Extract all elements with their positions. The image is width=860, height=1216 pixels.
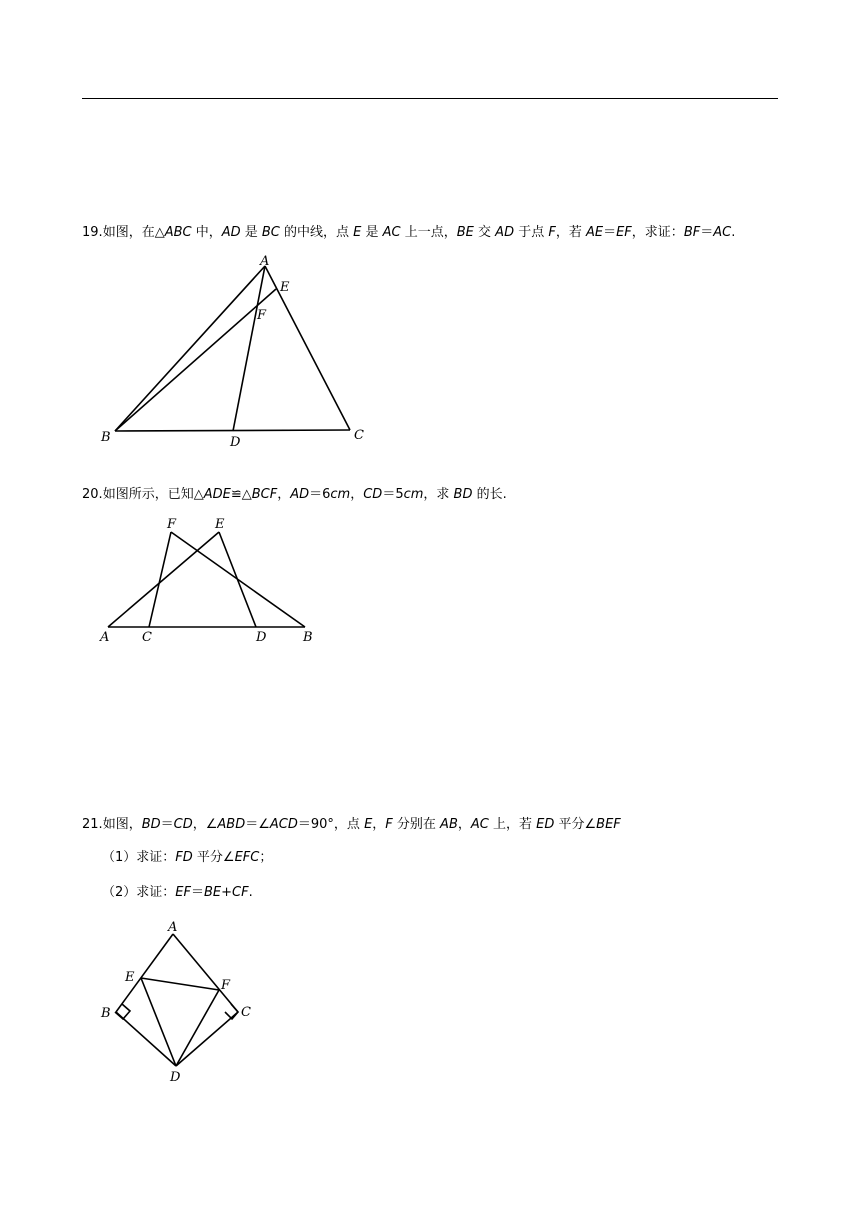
label-A: A [168,920,178,935]
label-E: E [280,280,290,295]
text-run: ＝ [160,817,174,832]
text-run: 如图， [102,817,142,832]
label-E: E [125,970,135,985]
label-C: C [241,1005,251,1020]
math-symbol: BE [456,225,474,240]
text-run: ＝90°，点 [297,817,365,832]
label-B: B [303,630,313,645]
text-run: ，若 [555,225,586,240]
text-run: 分别在 [392,817,441,832]
text-run: ， [457,817,471,832]
text-run: 平分∠ [192,850,235,865]
label-D: D [256,630,267,645]
math-symbol: CD [363,487,383,502]
text-run: ， [372,817,386,832]
math-symbol: CF [232,885,249,900]
segment-FD [176,990,219,1066]
math-symbol: BE [204,885,222,900]
math-symbol: EF [175,885,191,900]
text-run: ，求 [423,487,454,502]
label-F: F [167,517,177,532]
label-E: E [215,517,225,532]
text-run: ＝ [603,225,617,240]
math-symbol: BCF [251,487,278,502]
text-run: 如图所示，已知△ [102,487,204,502]
label-D: D [170,1070,181,1085]
math-symbol: BD [141,817,161,832]
text-run: （1）求证： [102,850,176,865]
label-B: B [101,1006,111,1021]
math-symbol: AC [470,817,489,832]
text-run: ， [350,487,364,502]
segment-ED [141,978,176,1066]
math-symbol: CD [173,817,193,832]
math-symbol: AD [290,487,310,502]
math-symbol: AB [440,817,458,832]
math-symbol: BC [261,225,280,240]
math-symbol: E [353,225,362,240]
text-run: 的长. [472,487,507,502]
text-run: 的中线，点 [279,225,354,240]
text-run: ≌△ [230,487,252,502]
label-D: D [230,435,241,450]
math-symbol: AD [221,225,241,240]
text-run: 于点 [514,225,549,240]
text-run: 是 [361,225,383,240]
math-symbol: E [364,817,373,832]
label-F: F [257,308,267,323]
label-A: A [260,254,270,269]
text-run: ； [259,850,273,865]
text-run: ，∠ [192,817,218,832]
text-run: ＝6 [309,487,331,502]
math-symbol: AC [713,225,732,240]
text-run: 如图，在△ [102,225,165,240]
math-symbol: BF [683,225,701,240]
segment-BD [116,1012,176,1066]
math-symbol: AC [382,225,401,240]
math-symbol: ADE [203,487,231,502]
segment-AC [173,934,238,1012]
math-symbol: F [548,225,556,240]
text-run: + [221,885,233,900]
math-symbol: AE [585,225,604,240]
label-A: A [100,630,110,645]
text-run: 平分∠ [554,817,597,832]
math-symbol: AD [495,225,515,240]
text-run: 上一点， [400,225,457,240]
text-run: 交 [473,225,496,240]
math-symbol: F [385,817,393,832]
question-number: 19. [82,225,103,240]
segment-CD [176,1012,238,1066]
text-run: . [731,225,736,240]
text-run: 上，若 [488,817,537,832]
segment-EF [141,978,219,990]
math-symbol: EF [616,225,632,240]
text-run: ，求证： [631,225,684,240]
math-symbol: ACD [269,817,298,832]
math-symbol: BEF [596,817,621,832]
text-run: . [248,885,253,900]
text-run: ＝ [700,225,714,240]
text-run: ＝5 [382,487,404,502]
text-run: ， [277,487,291,502]
label-B: B [101,430,111,445]
text-run: ＝∠ [245,817,270,832]
math-symbol: cm [403,487,424,502]
label-C: C [354,428,364,443]
math-symbol: BD [453,487,473,502]
math-symbol: EFC [234,850,260,865]
text-run: （2）求证： [102,885,176,900]
math-symbol: FD [175,850,193,865]
math-symbol: ABD [217,817,246,832]
question-number: 20. [82,487,103,502]
math-symbol: ED [536,817,555,832]
math-symbol: cm [330,487,351,502]
text-run: ＝ [190,885,204,900]
label-F: F [221,978,231,993]
question-number: 21. [82,817,103,832]
text-run: 是 [240,225,262,240]
label-C: C [142,630,152,645]
text-run: 中， [191,225,222,240]
math-symbol: ABC [164,225,192,240]
